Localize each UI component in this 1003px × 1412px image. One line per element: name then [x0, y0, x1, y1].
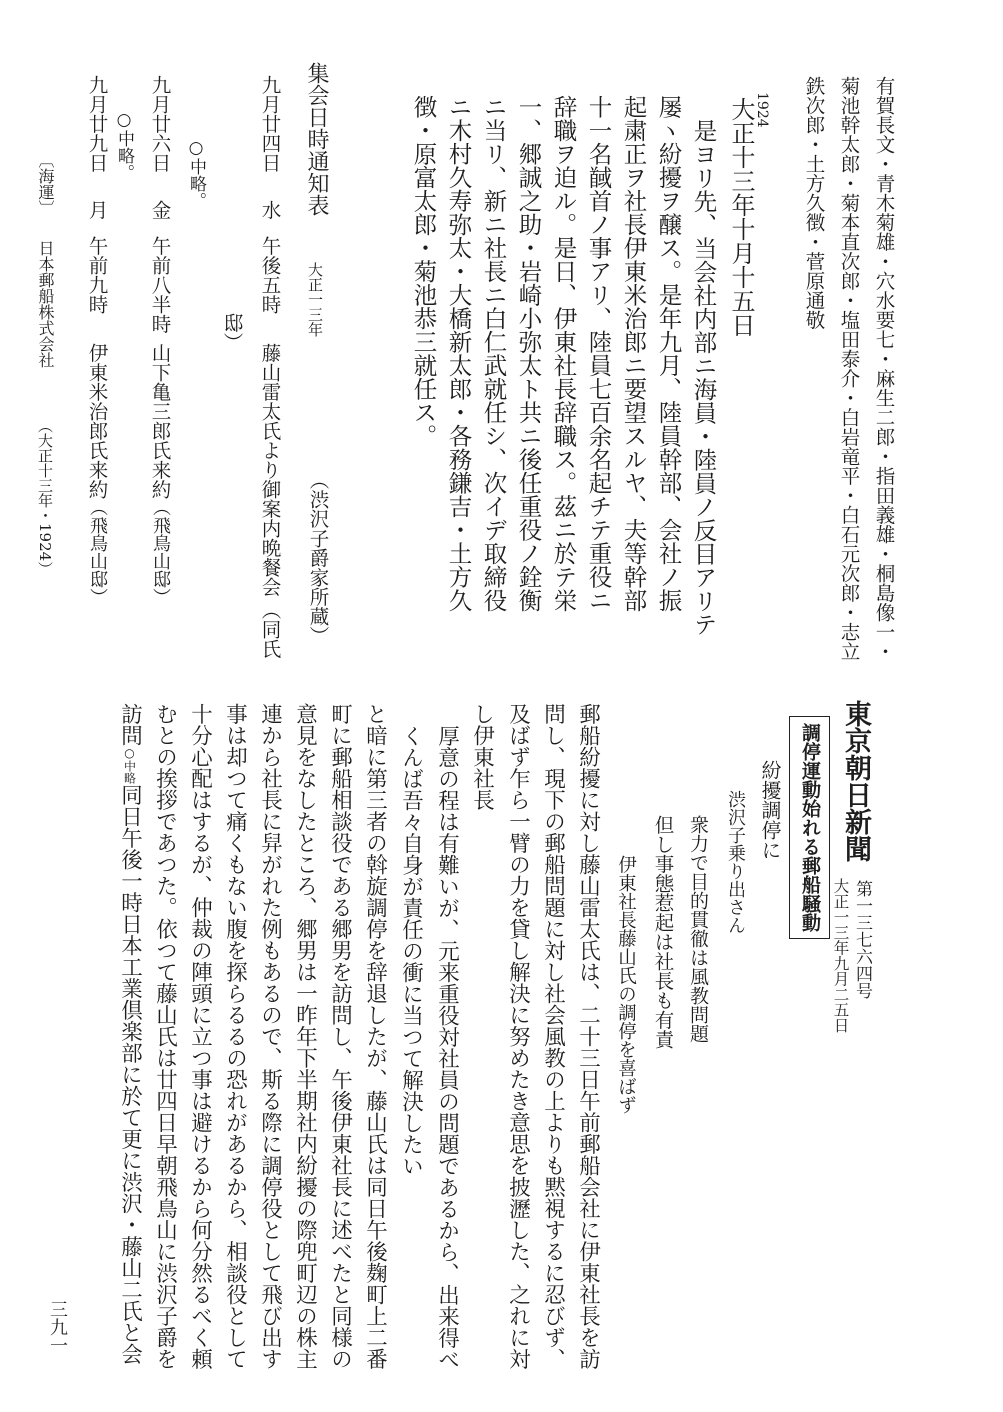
- newspaper-issue: 第一三七六四号: [852, 880, 872, 999]
- names-line-3: 鉄次郎・土方久徴・菅原通敬: [802, 76, 826, 330]
- entry-line-6: 一、郷誠之助・岩崎小弥太ト共ニ後任重役ノ銓衡: [514, 95, 543, 612]
- schedule-title: 集会日時通知表: [304, 62, 329, 216]
- omission-mark: ○中略。: [186, 138, 206, 209]
- schedule-weekday: 水: [258, 200, 282, 220]
- schedule-weekday: 月: [85, 200, 109, 220]
- omission-note: ○中略: [122, 746, 137, 784]
- footer-company: 日本郵船株式会社: [36, 240, 55, 368]
- article-line-4: し伊東社長: [469, 703, 495, 811]
- schedule-date: 九月廿九日: [85, 75, 109, 173]
- article-line-7: と暗に第三者の斡旋調停を辞退したが、藤山氏は同日午後麹町上二番: [362, 703, 388, 1370]
- schedule-weekday: 金: [148, 200, 172, 220]
- entry-line-9: 徴・原富太郎・菊池恭三就任ス。: [409, 95, 438, 448]
- entry-year-western: 1924: [754, 92, 770, 128]
- schedule-time: 午前九時: [85, 236, 109, 314]
- entry-line-8: ニ木村久寿弥太・大橋新太郎・各務鎌吉・土方久: [444, 95, 473, 612]
- subhead-5: 伊東社長藤山氏の調停を喜ばず: [615, 855, 637, 1114]
- schedule-event: 山下亀三郎氏来約: [148, 343, 172, 499]
- schedule-place-continued: 邸）: [220, 313, 244, 352]
- boxed-headline-text: 調停運動始れる郵船騒動: [799, 723, 821, 932]
- article-line-12: 十分心配はするが、仲裁の陣頭に立つ事は避けるから何分然るべく頼: [187, 703, 213, 1370]
- article-line-5: 厚意の程は有難いが、元来重役対社員の問題であるから、出来得べ: [434, 724, 460, 1370]
- entry-line-4: 十一名馘首ノ事アリ、陸員七百余名起チテ重役ニ: [584, 95, 613, 612]
- names-line-2: 菊池幹太郎・菊本直次郎・塩田泰介・白岩竜平・白石元次郎・志立: [837, 76, 861, 661]
- subhead-3: 衆力で目的貫徹は風教問題: [687, 815, 709, 1043]
- article-line-9: 意見をなしたところ、郷男は一昨年下半期社内紛擾の際兜町辺の株主: [292, 703, 318, 1370]
- names-line-1: 有賀長文・青木菊雄・穴水要七・麻生二郎・指田義雄・桐島像一・: [872, 76, 896, 661]
- schedule-event: 伊東米治郎氏来約: [85, 343, 109, 499]
- schedule-place: （飛鳥山邸）: [87, 498, 108, 606]
- entry-line-1: 是ヨリ先、当会社内部ニ海員・陸員ノ反目アリテ: [689, 118, 718, 636]
- footer-section: 〔海運〕: [36, 152, 55, 216]
- article-line-3: 及ばず乍ら一臂の力を貸し解決に努めたき意思を披瀝した、之れに対: [505, 703, 531, 1370]
- article-line-1: 郵船紛擾に対し藤山雷太氏は、二十三日午前郵船会社に伊東社長を訪: [575, 703, 601, 1370]
- schedule-year: 大正一三年: [306, 262, 324, 337]
- boxed-headline: [789, 716, 830, 939]
- article-line-6: くんば吾々自身が責任の衝に当つて解決したい: [398, 724, 424, 1176]
- page-number: 三九一: [47, 1300, 68, 1354]
- entry-line-2: 屡ヽ紛擾ヲ醸ス。是年九月、陸員幹部、会社ノ振: [654, 95, 683, 612]
- subhead-4: 但し事態惹起は社長も有責: [651, 815, 675, 1049]
- footer-period: （大正十三年・1924）: [36, 418, 54, 577]
- article-line-13: むとの挨拶であつた。依つて藤山氏は廿四日早朝飛鳥山に渋沢子爵を: [152, 703, 178, 1370]
- entry-date: 大正十三年十月十五日: [727, 97, 755, 337]
- article-line-8: 町に郵船相談役である郷男を訪問し、午後伊東社長に述べたと同様の: [327, 703, 353, 1370]
- omission-mark: ○中略。: [114, 110, 134, 181]
- subhead-2: 渋沢子乗り出さん: [725, 790, 746, 934]
- article-line-14: [119, 703, 141, 1365]
- entry-line-5: 辞職ヲ迫ル。是日、伊東社長辞職ス。茲ニ於テ栄: [549, 95, 578, 612]
- entry-line-3: 起粛正ヲ社長伊東米治郎ニ要望スルヤ、夫等幹部: [619, 95, 648, 612]
- schedule-date: 九月廿六日: [148, 75, 172, 173]
- newspaper-name: 東京朝日新聞: [840, 700, 871, 862]
- article-line-10: 連から社長に舁がれた例もあるので、斯る際に調停役として飛び出す: [257, 703, 283, 1370]
- schedule-place: （同氏: [258, 600, 282, 659]
- schedule-event: 藤山雷太氏より御案内晩餐会: [258, 343, 282, 597]
- entry-line-7: ニ当リ、新ニ社長ニ白仁武就任シ、次イデ取締役: [479, 95, 508, 612]
- article-line-14-start: 訪問: [117, 703, 143, 746]
- schedule-date: 九月廿四日: [258, 75, 282, 173]
- article-line-14-end: 同日午後一時日本工業倶楽部に於て更に渋沢・藤山二氏と会: [117, 784, 143, 1365]
- article-line-2: 問し、現下の郵船問題に対し社会風教の上よりも黙視するに忍びず、: [540, 703, 566, 1370]
- schedule-place: （飛鳥山邸）: [150, 498, 171, 606]
- schedule-source: （渋沢子爵家所蔵）: [306, 470, 330, 646]
- schedule-time: 午後五時: [258, 236, 282, 314]
- newspaper-date: 大正一三年九月二五日: [831, 878, 850, 1033]
- schedule-time: 午前八半時: [148, 236, 172, 334]
- subhead-1: 紛擾調停に: [758, 760, 782, 860]
- article-line-11: 事は却つて痛くもない腹を探らるるの恐れがあるから、相談役として: [222, 703, 248, 1370]
